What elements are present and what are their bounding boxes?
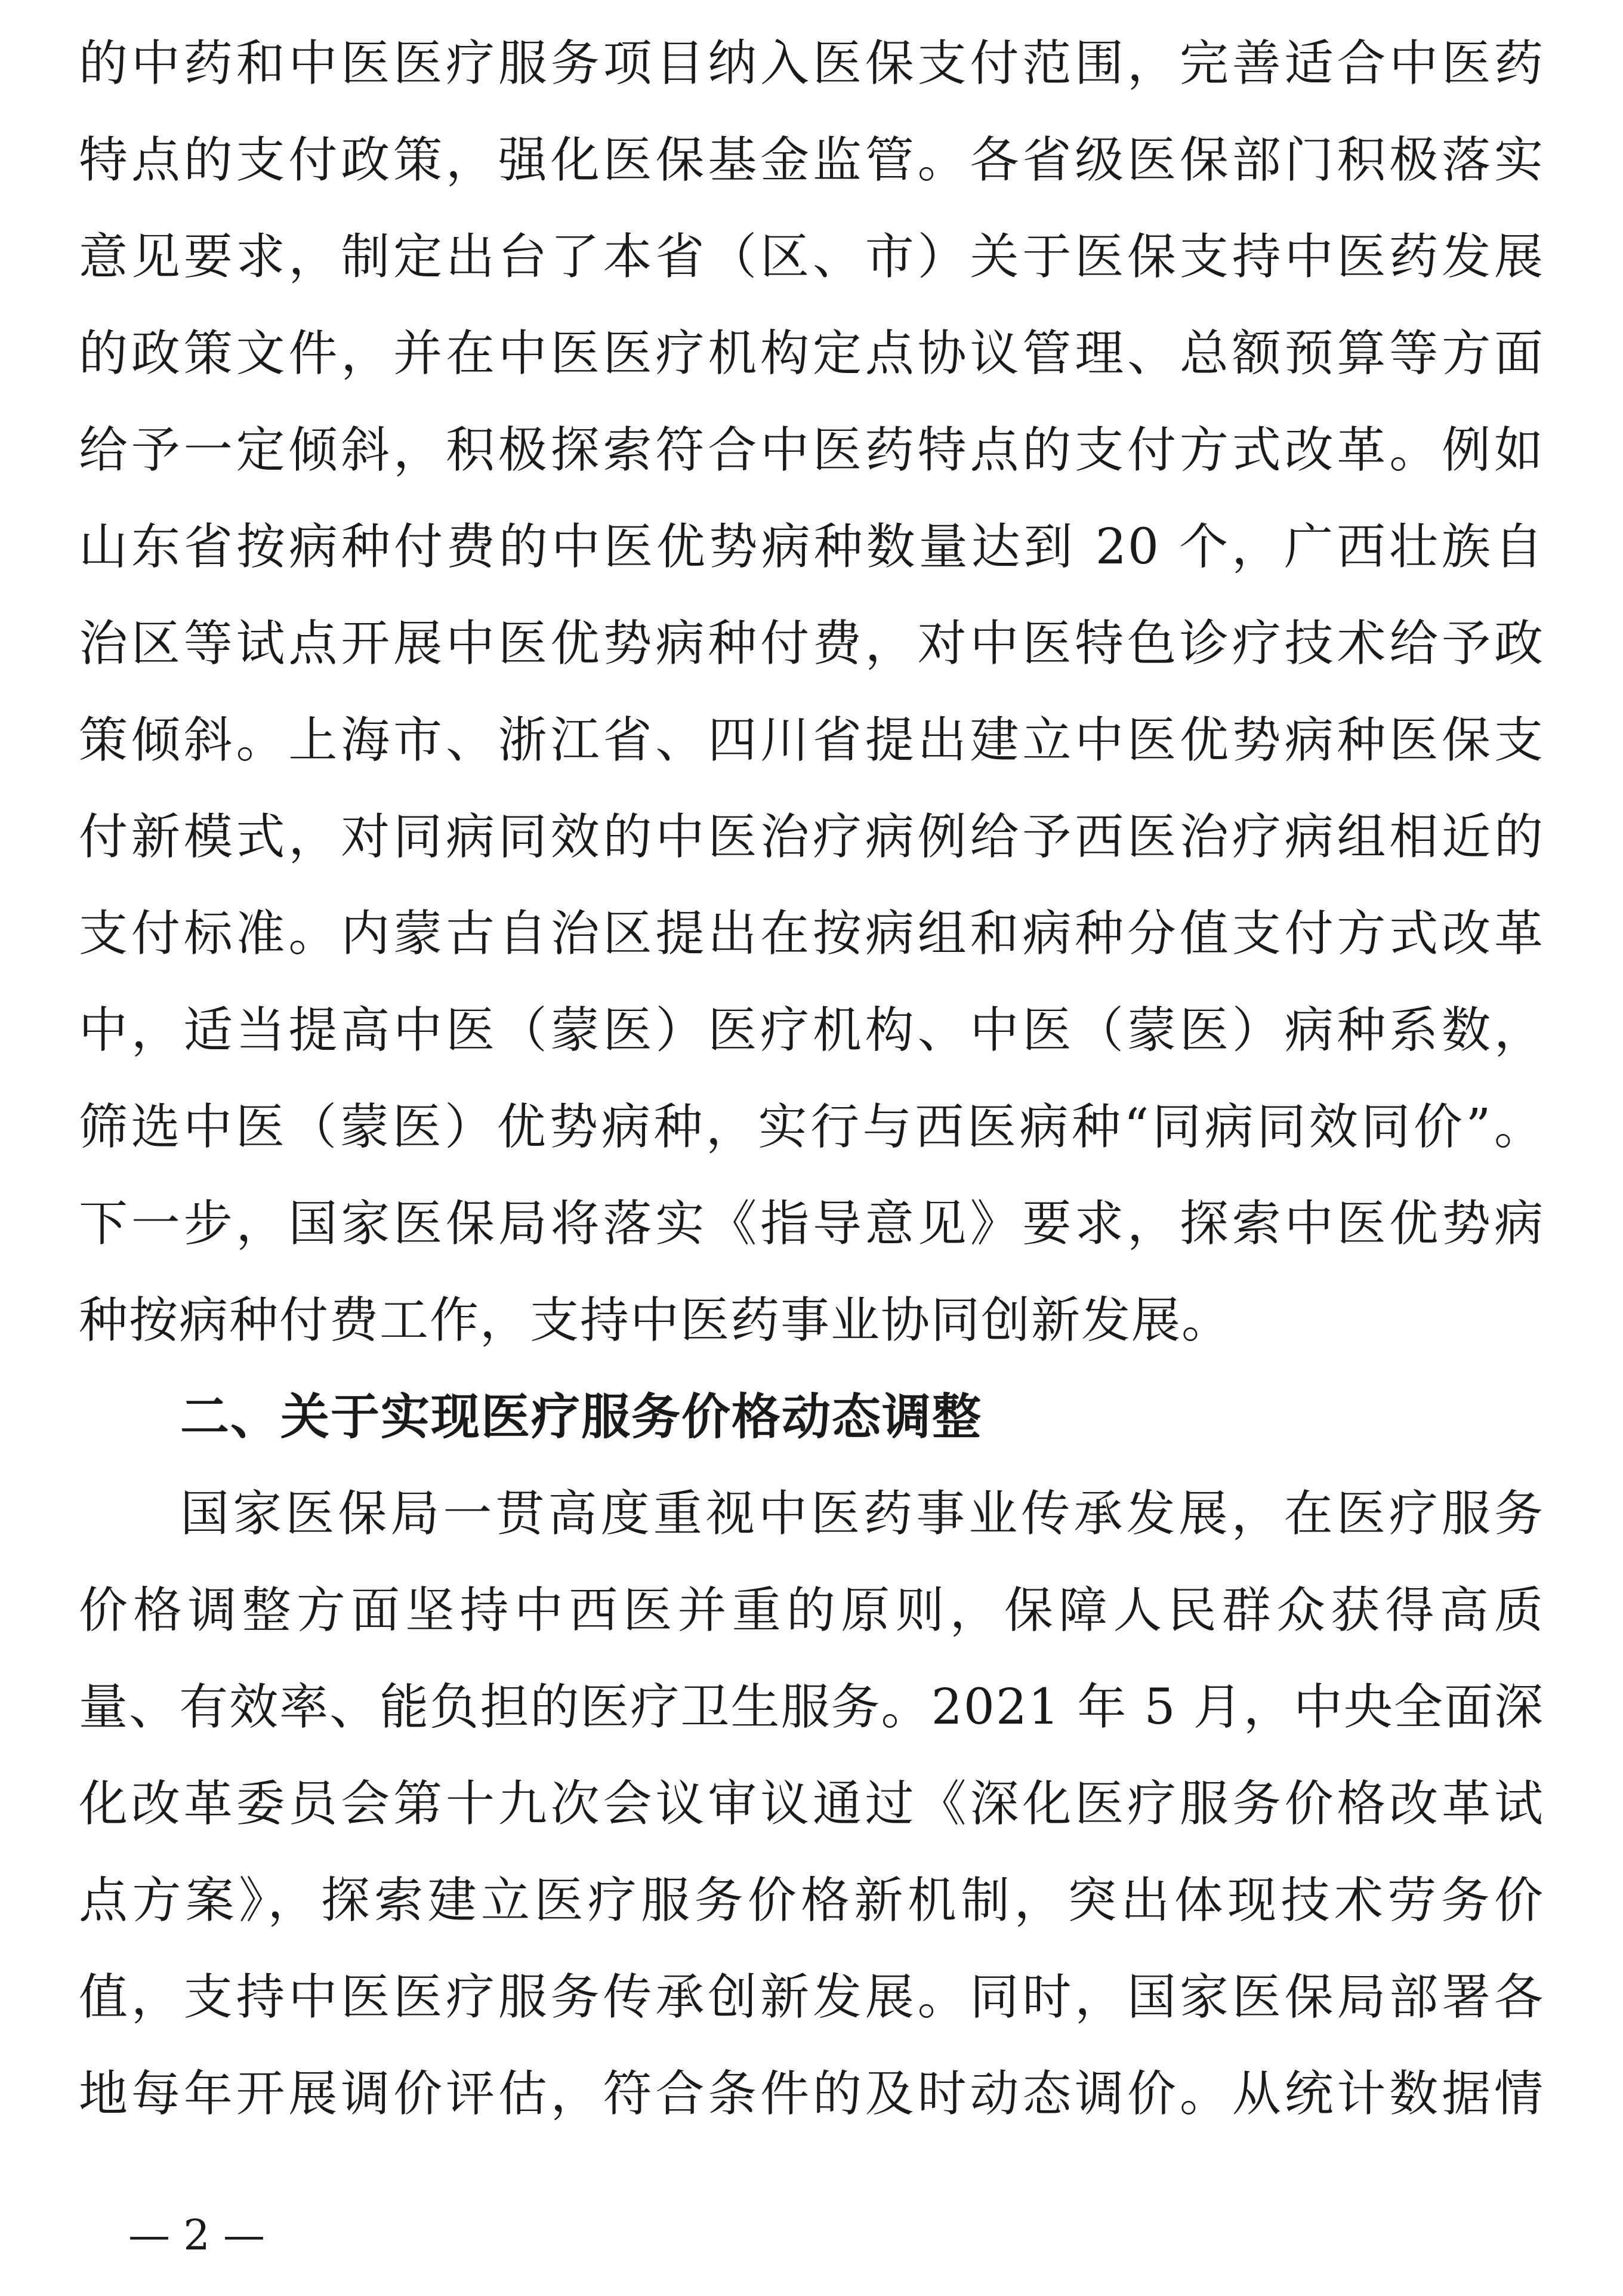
text-line: 种按病种付费工作，支持中医药事业协同创新发展。	[79, 1292, 1232, 1349]
text-line: 意见要求，制定出台了本省（区、市）关于医保支持中医药发展	[79, 229, 1544, 285]
text-line: 国家医保局一贯高度重视中医药事业传承发展，在医疗服务	[180, 1486, 1544, 1542]
text-line: 量、有效率、能负担的医疗卫生服务。2021 年 5 月，中央全面深	[79, 1679, 1544, 1736]
text-line: 中，适当提高中医（蒙医）医疗机构、中医（蒙医）病种系数，	[79, 1002, 1544, 1059]
text-line: 的政策文件，并在中医医疗机构定点协议管理、总额预算等方面	[79, 325, 1544, 382]
section-heading: 二、关于实现医疗服务价格动态调整	[180, 1389, 983, 1446]
text-line: 策倾斜。上海市、浙江省、四川省提出建立中医优势病种医保支	[79, 712, 1544, 769]
text-line: 值，支持中医医疗服务传承创新发展。同时，国家医保局部署各	[79, 1969, 1544, 2026]
text-line: 价格调整方面坚持中西医并重的原则，保障人民群众获得高质	[79, 1582, 1544, 1639]
text-line: 山东省按病种付费的中医优势病种数量达到 20 个，广西壮族自	[79, 519, 1544, 575]
text-line: 特点的支付政策，强化医保基金监管。各省级医保部门积极落实	[79, 132, 1544, 189]
text-line: 点方案》，探索建立医疗服务价格新机制，突出体现技术劳务价	[79, 1872, 1544, 1929]
text-line: 的中药和中医医疗服务项目纳入医保支付范围，完善适合中医药	[79, 35, 1544, 92]
text-line: 化改革委员会第十九次会议审议通过《深化医疗服务价格改革试	[79, 1776, 1544, 1832]
text-line: 下一步，国家医保局将落实《指导意见》要求，探索中医优势病	[79, 1195, 1544, 1252]
text-line: 给予一定倾斜，积极探索符合中医药特点的支付方式改革。例如	[79, 422, 1544, 479]
text-line: 支付标准。内蒙古自治区提出在按病组和病种分值支付方式改革	[79, 905, 1544, 962]
text-line: 付新模式，对同病同效的中医治疗病例给予西医治疗病组相近的	[79, 809, 1544, 865]
text-line: 筛选中医（蒙医）优势病种，实行与西医病种“同病同效同价”。	[79, 1099, 1544, 1155]
text-line: 地每年开展调价评估，符合条件的及时动态调价。从统计数据情	[79, 2066, 1544, 2122]
text-line: 治区等试点开展中医优势病种付费，对中医特色诊疗技术给予政	[79, 615, 1544, 672]
page-number: — 2 —	[128, 2211, 266, 2260]
